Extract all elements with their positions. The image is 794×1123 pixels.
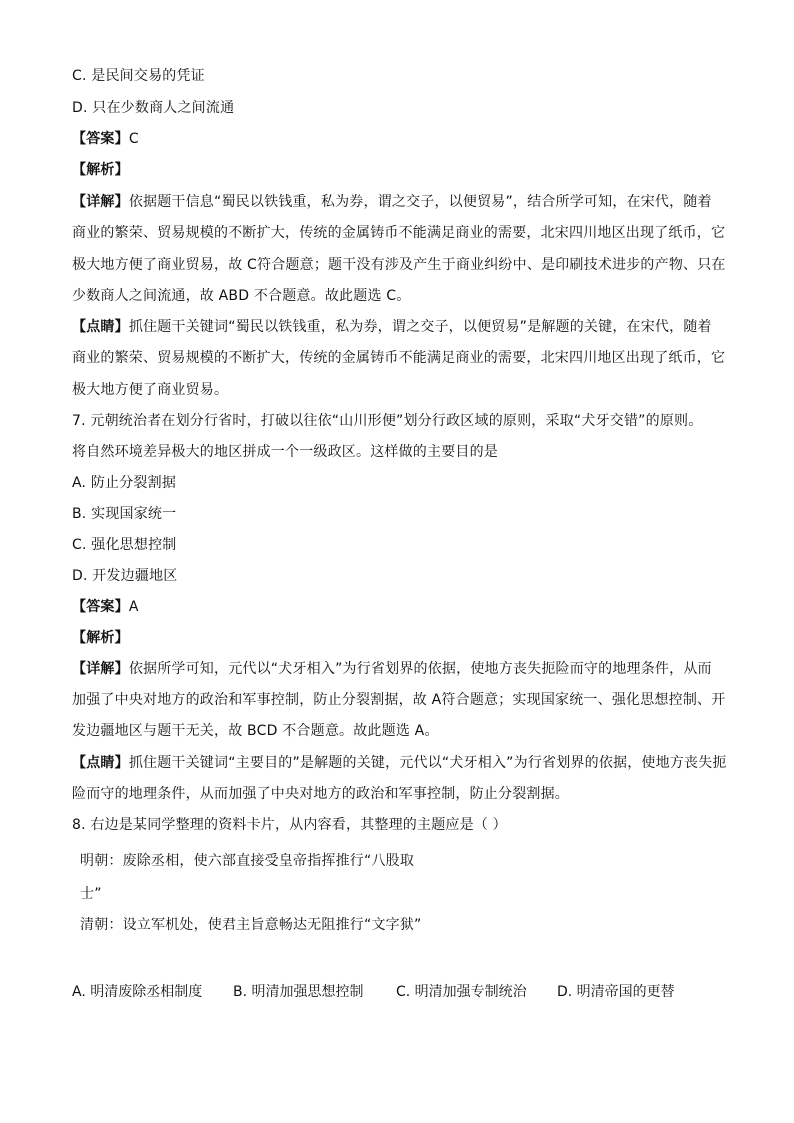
q8-card-line-1: 明朝：废除丞相，使六部直接受皇帝指挥推行“八股取 — [80, 853, 415, 869]
q8-option-c: C. 明清加强专制统治 — [396, 984, 527, 1000]
q8-card-line-2: 士” — [80, 886, 102, 902]
q7-option-d: D. 开发边疆地区 — [72, 568, 178, 584]
q7-tip-line-2: 险而守的地理条件，从而加强了中央对地方的政治和军事控制，防止分裂割据。 — [72, 786, 569, 802]
q6-detail-line-3: 极大地方便了商业贸易，故 C符合题意；题干没有涉及产生于商业纠纷中、是印刷技术进步的产物、只在 — [72, 257, 726, 273]
q7-stem-line-1: 7. 元朝统治者在划分行省时，打破以往依“山川形便”划分行政区域的原则，采取“犬牙交错”的原则。 — [72, 413, 703, 429]
q8-option-a: A. 明清废除丞相制度 — [72, 984, 203, 1000]
q7-analysis-label: 【解析】 — [72, 630, 129, 646]
q7-detail-line-3: 发边疆地区与题干无关，故 BCD 不合题意。故此题选 A。 — [72, 723, 439, 739]
answer-value: C — [128, 131, 139, 147]
q6-tip-line-3: 极大地方便了商业贸易。 — [72, 382, 229, 398]
q7-detail-line-2: 加强了中央对地方的政治和军事控制，防止分裂割据，故 A符合题意；实现国家统一、强化思想控制、开 — [72, 692, 726, 708]
q6-answer — [72, 129, 139, 149]
detail-label: 【详解】 — [72, 661, 129, 677]
q6-analysis-label: 【解析】 — [72, 162, 129, 178]
answer-label: 【答案】 — [72, 599, 129, 615]
q7-option-c: C. 强化思想控制 — [72, 537, 177, 553]
q6-tip-line-2: 商业的繁荣、贸易规模的不断扩大，传统的金属铸币不能满足商业的需要，北宋四川地区出现了纸币，它 — [72, 350, 726, 366]
q7-detail-line-1 — [72, 659, 712, 679]
answer-value: A — [128, 599, 139, 615]
answer-label: 【答案】 — [72, 131, 129, 147]
q8-option-d: D. 明清帝国的更替 — [557, 984, 675, 1000]
tip-label: 【点睛】 — [72, 755, 129, 771]
q8-option-b: B. 明清加强思想控制 — [233, 984, 364, 1000]
detail-label: 【详解】 — [72, 194, 129, 210]
q6-detail-line-2: 商业的繁荣、贸易规模的不断扩大，传统的金属铸币不能满足商业的需要，北宋四川地区出现了纸币，它 — [72, 225, 726, 241]
q7-tip-line-1 — [72, 753, 727, 773]
q6-option-d: D. 只在少数商人之间流通 — [72, 100, 235, 116]
q7-answer — [72, 597, 139, 617]
q7-stem-line-2: 将自然环境差异极大的地区拼成一个一级政区。这样做的主要目的是 — [72, 444, 498, 460]
q6-option-c: C. 是民间交易的凭证 — [72, 68, 205, 84]
tip-text: 抓住题干关键词“蜀民以铁钱重，私为券，谓之交子，以便贸易”是解题的关键，在宋代，随着 — [128, 319, 712, 335]
q8-card-line-3: 清朝：设立军机处，使君主旨意畅达无阻推行“文字狱” — [80, 917, 422, 933]
detail-text: 依据题干信息“蜀民以铁钱重，私为券，谓之交子，以便贸易”，结合所学可知，在宋代，随着 — [128, 194, 712, 210]
q7-option-b: B. 实现国家统一 — [72, 506, 177, 522]
q6-tip-line-1 — [72, 317, 712, 337]
tip-label: 【点睛】 — [72, 319, 129, 335]
q8-stem: 8. 右边是某同学整理的资料卡片，从内容看，其整理的主题应是（ ） — [72, 817, 507, 833]
q6-detail-line-4: 少数商人之间流通，故 ABD 不合题意。故此题选 C。 — [72, 288, 411, 304]
q6-detail-line-1 — [72, 192, 712, 212]
tip-text: 抓住题干关键词“主要目的”是解题的关键，元代以“犬牙相入”为行省划界的依据，使地方丧失扼 — [128, 755, 727, 771]
detail-text: 依据所学可知，元代以“犬牙相入”为行省划界的依据，使地方丧失扼险而守的地理条件，从而 — [128, 661, 712, 677]
q7-option-a: A. 防止分裂割据 — [72, 475, 177, 491]
